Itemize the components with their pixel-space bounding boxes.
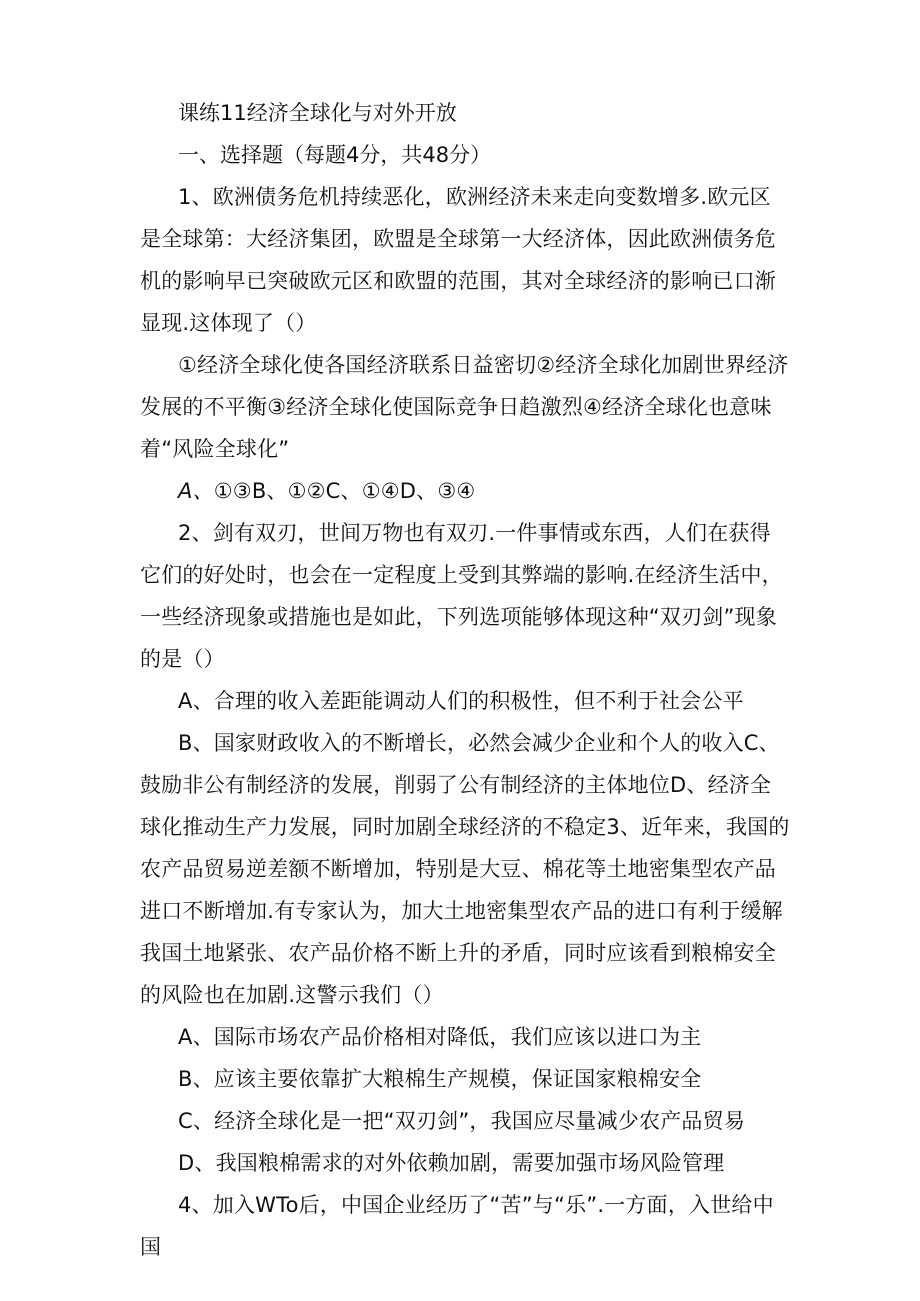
question-1-options-bcd: B、①②C、①④D、③④ [251,479,476,503]
question-3-option-c: C、经济全球化是一把“双刃剑”，我国应尽量减少农产品贸易 [178,1109,746,1133]
question-2-option-a: A、合理的收入差距能调动人们的积极性，但不利于社会公平 [178,689,744,713]
question-1-options [140,470,790,512]
question-3-option-b: B、应该主要依靠扩大粮棉生产规模，保证国家粮棉安全 [178,1067,702,1091]
question-4-stem: 4、加入WTo后，中国企业经历了“苦”与“乐”.一方面，入世给中国 [140,1193,774,1259]
question-2-options-and-question-3-stem: B、国家财政收入的不断增长，必然会减少企业和个人的收入C、鼓励非公有制经济的发展，削弱了公有制经济的主体地位D、经济全球化推动生产力发展，同时加剧全球经济的不稳定3、近年来，我国的农产品贸易逆差额不断增加，特别是大豆、棉花等土地密集型农产品进口不断增加.有专家认为，加大土地密集型农产品的进口有利于缓解我国土地紧张、农产品价格不断上升的矛盾，同时应该看到粮棉安全的风险也在加剧.这警示我们（） [140,731,790,1007]
question-3-option-d: D、我国粮棉需求的对外依赖加剧，需要加强市场风险管理 [178,1151,725,1175]
question-1-statements: ①经济全球化使各国经济联系日益密切②经济全球化加剧世界经济发展的不平衡③经济全球化使国际竞争日趋激烈④经济全球化也意味着“风险全球化” [140,353,789,461]
question-3-option-a: A、国际市场农产品价格相对降低，我们应该以进口为主 [178,1025,702,1049]
document-body [140,92,790,1268]
section-heading: 一、选择题（每题4分，共48分） [178,143,492,167]
question-1-option-a: A、①③ [178,479,252,503]
question-2-stem: 2、剑有双刃，世间万物也有双刃.一件事情或东西，人们在获得它们的好处时，也会在一定程度上受到其弊端的影响.在经济生活中，一些经济现象或措施也是如此，下列选项能够体现这种“双刃剑”现象的是（） [140,521,783,671]
document-title: 课练11经济全球化与对外开放 [178,101,457,125]
question-1-stem: 1、欧洲债务危机持续恶化，欧洲经济未来走向变数增多.欧元区是全球第：大经济集团，欧盟是全球第一大经济体，因此欧洲债务危机的影响早已突破欧元区和欧盟的范围，其对全球经济的影响已口渐显现.这体现了（） [140,185,776,335]
